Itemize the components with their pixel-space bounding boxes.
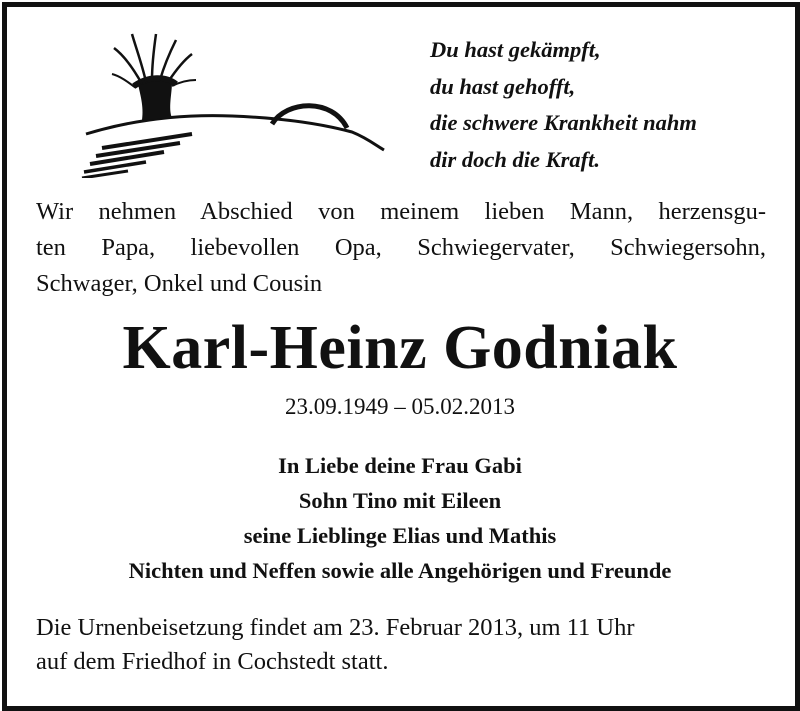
poem-line: dir doch die Kraft. (430, 146, 601, 172)
deceased-name: Karl-Heinz Godniak (122, 314, 678, 382)
mourner-line: In Liebe deine Frau Gabi (278, 453, 522, 478)
notice-line: Die Urnenbeisetzung findet am 23. Februar 2013, um 11 Uhr (36, 614, 635, 641)
notice-line: auf dem Friedhof in Cochstedt statt. (36, 648, 389, 675)
willow-tree-sunset-icon (72, 28, 392, 178)
mourner-line: seine Lieblinge Elias und Mathis (243, 523, 557, 548)
farewell-line: Schwager, Onkel und Cousin (36, 270, 323, 297)
poem-verse (430, 32, 697, 178)
poem-line: du hast gehofft, (430, 73, 576, 99)
mourner-line: Nichten und Neffen sowie alle Angehörigen und Freunde (128, 558, 672, 583)
farewell-text (36, 194, 766, 302)
poem-line: Du hast gekämpft, (430, 37, 601, 62)
poem-line: die schwere Krankheit nahm (430, 110, 697, 135)
mourners-list (0, 448, 800, 588)
farewell-line: Wir nehmen Abschied von meinem lieben Mann, herzensgu- (36, 198, 766, 225)
burial-notice (36, 611, 766, 679)
life-dates: 23.09.1949 – 05.02.2013 (285, 394, 515, 419)
mourner-line: Sohn Tino mit Eileen (298, 488, 502, 513)
farewell-line: ten Papa, liebevollen Opa, Schwiegervater, Schwiegersohn, (36, 234, 766, 261)
